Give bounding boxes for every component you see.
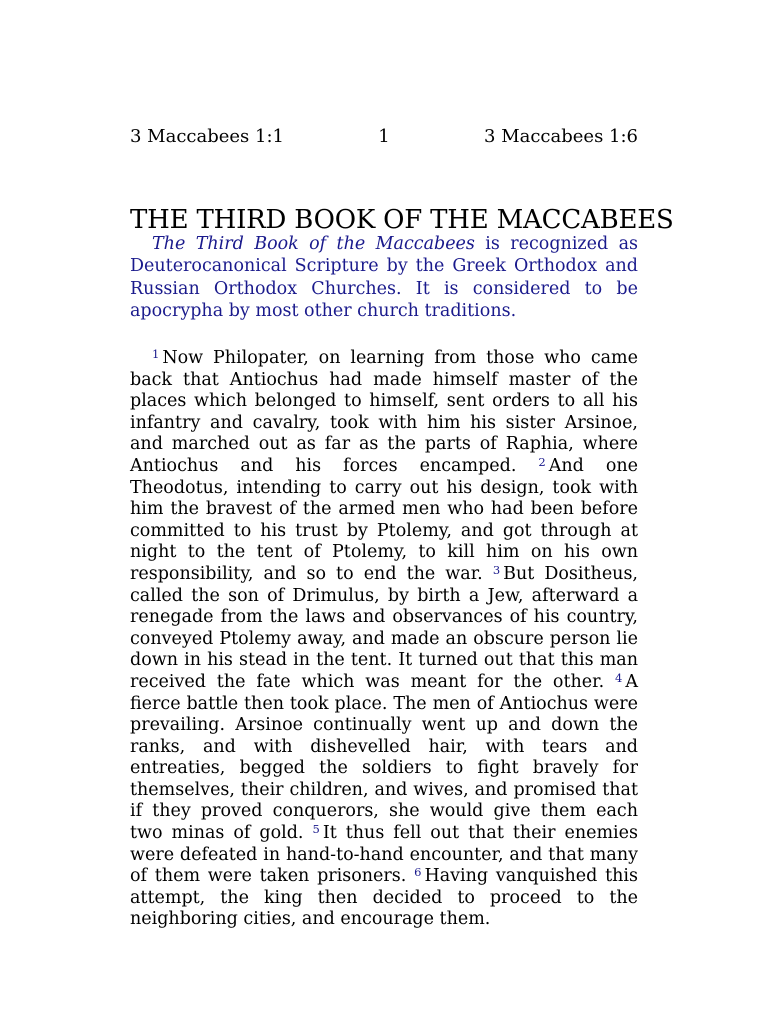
verse-number: 2 (538, 454, 546, 469)
verse-text: It thus fell out that their enemies were defeated in hand-to-hand encounter, and that many of them were taken prisoners. (130, 823, 638, 887)
intro-book-name: The Third Book of the Maccabees (152, 234, 475, 254)
verse-number: 5 (312, 822, 320, 837)
page-number: 1 (378, 126, 390, 147)
running-header (130, 125, 638, 149)
verse-number: 1 (152, 347, 160, 361)
verse-number: 3 (492, 562, 501, 577)
verse-text: A fierce battle then took place. The men of Antiochus were prevailing. Arsinoe continually went up and down the ranks, and with dishevelled hair, with tears and entreaties, begged the soldiers to fight bravely for themselves, their children, and wives, and promised that if they proved conquerors, she would give them each two minas of gold. (130, 671, 638, 844)
verse-text: But Dositheus, called the son of Drimulus, by birth a Jew, afterward a renegade from the laws and observances of his country, conveyed Ptolemy away, and made an obscure person lie down in his stead in the tent. It turned out that this man received the fate which was meant for the other. (130, 563, 638, 692)
intro-paragraph (130, 233, 638, 322)
chapter-text (130, 348, 638, 931)
verse-text: And one Theodotus, intending to carry out his design, took with him the bravest of the armed men who had been before committed to his trust by Ptolemy, and got through at night to the tent of Ptolemy, to kill him on his own responsibility, and so to end the war. (130, 455, 638, 584)
book-title: THE THIRD BOOK OF THE MACCABEES (130, 205, 674, 235)
verse-text: Having vanquished this attempt, the king then decided to proceed to the neighboring cities, and encourage them. (130, 866, 638, 930)
intro-text: is recognized as Deuterocanonical Scripture by the Greek Orthodox and Russian Orthodox Churches. It is considered to be apocrypha by most other church traditions. (130, 234, 639, 321)
verse-number: 6 (414, 865, 422, 880)
verse-number: 4 (615, 670, 623, 685)
header-right-reference: 3 Maccabees 1:6 (484, 126, 638, 147)
verse-text: Now Philopater, on learning from those who came back that Antiochus had made himself master of the places which belonged to himself, sent orders to all his infantry and cavalry, took with him his sister Arsinoe, and marched out as far as the parts of Raphia, where Antiochus and his forces encamped. (130, 348, 638, 476)
header-left-reference: 3 Maccabees 1:1 (130, 126, 284, 147)
